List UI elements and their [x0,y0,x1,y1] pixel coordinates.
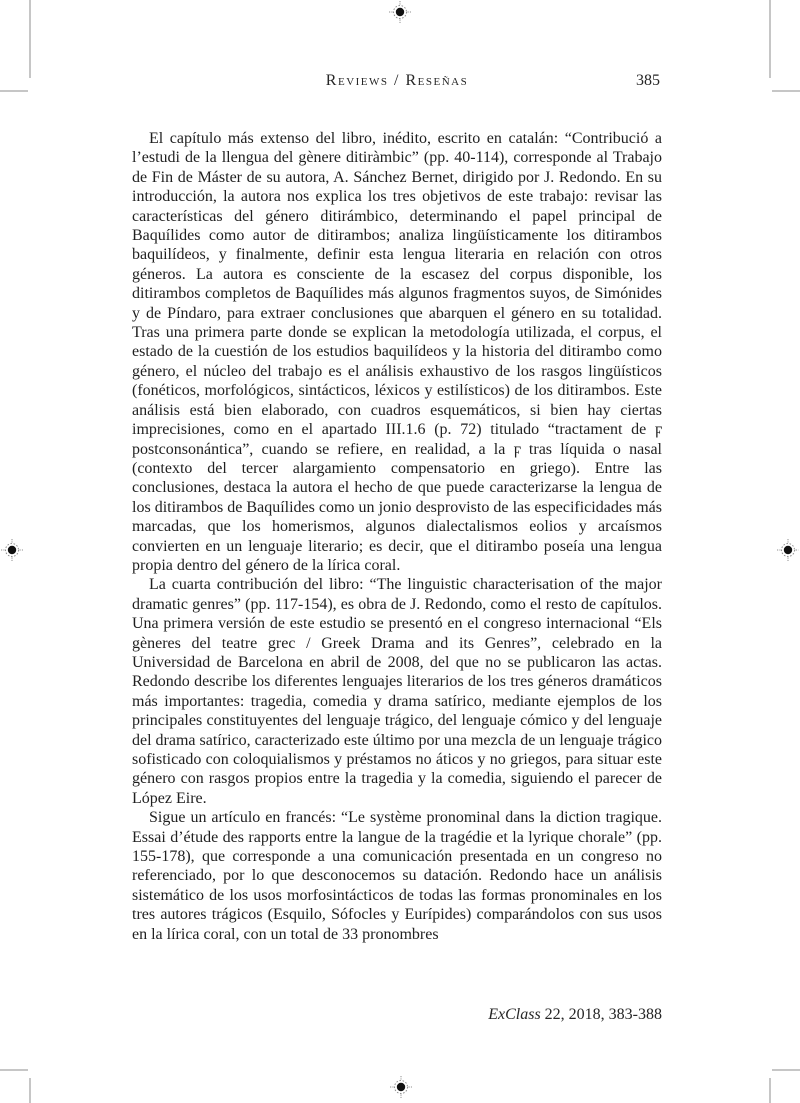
journal-name: ExClass [488,1006,541,1023]
crop-mark-bottom-left-vertical [29,1078,31,1103]
citation-detail: 22, 2018, 383-388 [540,1006,662,1023]
crop-mark-top-left-vertical [29,0,31,78]
paragraph-2: La cuarta contribución del libro: “The linguistic characterisation of the major dramatic genres” (pp. 117-154), es obra de J. Redondo, como el resto de capítulos. Una primera versión de este estudio se presentó en el congreso internacional “Els gèneres del teatre grec / Greek Drama and its Genres”, celebrado en la Universidad de Barcelona en abril de 2008, del que no se publicaron las actas. Redondo describe los diferentes lenguajes literarios de los tres géneros dramáticos más importantes: tragedia, comedia y drama satírico, mediante ejemplos de los principales constituyentes del lenguaje trágico, del lenguaje cómico y del lenguaje del drama satírico, caracterizado este último por una mezcla de un lenguaje trágico sofisticado con coloquialismos y préstamos no áticos y no griegos, para situar este género con rasgos propios entre la tragedia y la comedia, siguiendo el parecer de López Eire. [132,576,662,807]
crop-mark-top-right-horizontal [772,90,800,92]
registration-mark-icon [389,1,411,23]
footer-citation [132,1006,662,1024]
crop-mark-bottom-right-horizontal [772,1069,800,1071]
page-number: 385 [636,72,660,89]
crop-mark-top-right-vertical [769,0,771,78]
crop-mark-bottom-right-vertical [769,1078,771,1103]
crop-mark-top-left-horizontal [0,90,28,92]
paragraph-3: Sigue un artículo en francés: “Le système pronominal dans la diction tragique. Essai d’étude des rapports entre la langue de la tragédie et la lyrique chorale” (pp. 155-178), que corresponde a una comunicación presentada en un congreso no referenciado, por lo que desconocemos su datación. Redondo hace un análisis sistemático de los usos morfosintácticos de todas las formas pronominales en los tres autores trágicos (Esquilo, Sófocles y Eurípides) comparándolos con sus usos en la lírica coral, con un total de 33 pronombres [132,809,662,943]
crop-mark-bottom-left-horizontal [0,1069,28,1071]
registration-mark-icon [777,539,799,561]
review-text-block [132,129,662,944]
paragraph-1: El capítulo más extenso del libro, inédito, escrito en catalán: “Contribució a l’estudi de la llengua del gènere ditiràmbic” (pp. 40-114), corresponde al Trabajo de Fin de Máster de su autora, A. Sánchez Bernet, dirigido por J. Redondo. En su introducción, la autora nos explica los tres objetivos de este trabajo: revisar las características del género ditirámbico, determinando el papel principal de Baquílides como autor de ditirambos; analiza lingüísticamente los ditirambos baquilídeos, y finalmente, definir esta lengua literaria en relación con otros géneros. La autora es consciente de la escasez del corpus disponible, los ditirambos completos de Baquílides más algunos fragmentos suyos, de Simónides y de Píndaro, para extraer conclusiones que abarquen el género en su totalidad. Tras una primera parte donde se explican la metodología utilizada, el corpus, el estado de la cuestión de los estudios baquilídeos y la historia del ditirambo como género, el núcleo del trabajo es el análisis exhaustivo de los rasgos lingüísticos (fonéticos, morfológicos, sintácticos, léxicos y estilísticos) de los ditirambos. Este análisis está bien elaborado, con cuadros esquemáticos, si bien hay ciertas imprecisiones, como en el apartado III.1.6 (p. 72) titulado “tractament de ϝ postconsonántica”, cuando se refiere, en realidad, a la ϝ tras líquida o nasal (contexto del tercer alargamiento compensatorio en griego). Entre las conclusiones, destaca la autora el hecho de que puede caracterizarse la lengua de los ditirambos de Baquílides como un jonio desprovisto de las especificidades más marcadas, que los homerismos, algunos dialectalismos eolios y arcaísmos convierten en un lenguaje literario; es decir, que el ditirambo poseía una lengua propia dentro del género de la lírica coral. [132,130,662,574]
running-head [132,72,662,90]
running-head-title: Reviews / Reseñas [325,72,469,89]
registration-mark-icon [390,1076,412,1098]
registration-mark-icon [1,539,23,561]
